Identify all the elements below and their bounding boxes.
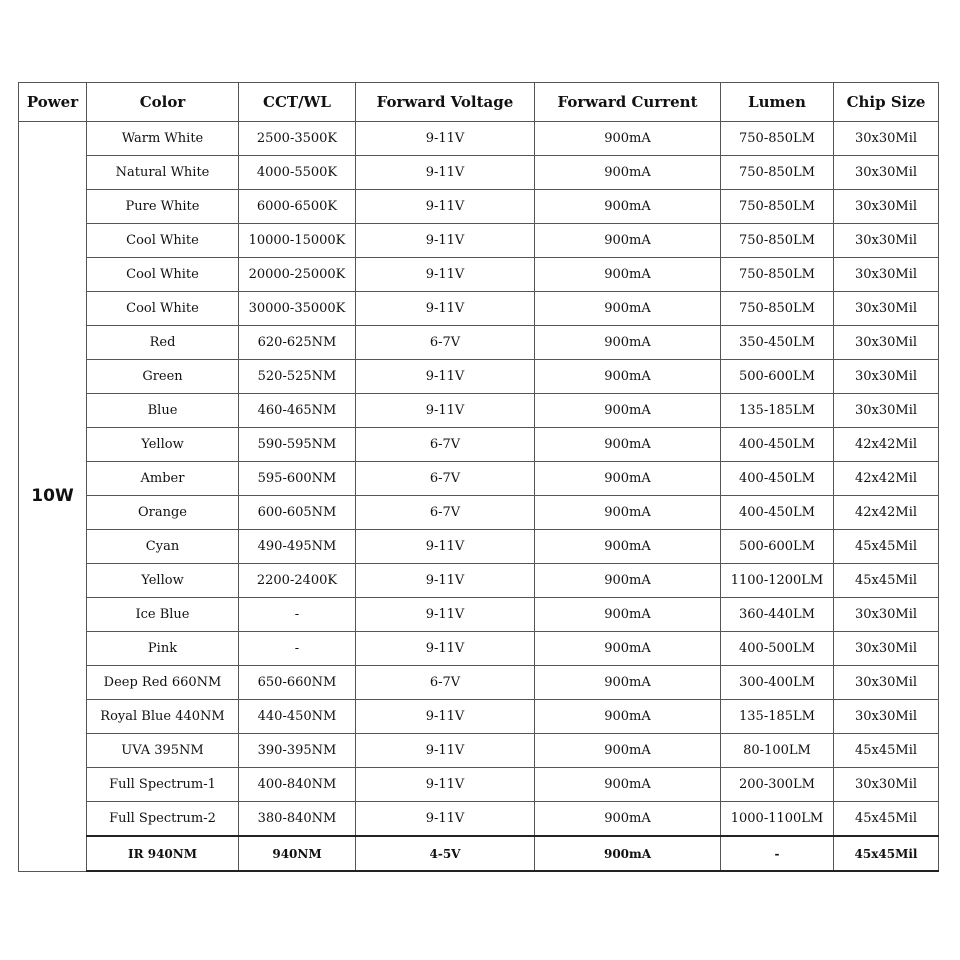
cct-cell: 2200-2400K — [239, 564, 356, 598]
color-cell: UVA 395NM — [87, 734, 239, 768]
current-cell: 900mA — [535, 224, 721, 258]
cct-cell: 390-395NM — [239, 734, 356, 768]
voltage-cell: 9-11V — [356, 156, 535, 190]
table-row — [19, 224, 939, 258]
current-cell: 900mA — [535, 156, 721, 190]
lumen-cell: 750-850LM — [721, 122, 834, 156]
lumen-cell: 1000-1100LM — [721, 802, 834, 837]
voltage-cell: 6-7V — [356, 462, 535, 496]
color-cell: Red — [87, 326, 239, 360]
lumen-cell: 300-400LM — [721, 666, 834, 700]
chip-size-cell: 30x30Mil — [834, 224, 939, 258]
table-row — [19, 734, 939, 768]
color-cell: Orange — [87, 496, 239, 530]
lumen-cell: 400-450LM — [721, 428, 834, 462]
chip-size-cell: 30x30Mil — [834, 394, 939, 428]
cct-cell: - — [239, 632, 356, 666]
table-row — [19, 564, 939, 598]
chip-size-cell: 30x30Mil — [834, 666, 939, 700]
color-cell: Natural White — [87, 156, 239, 190]
cct-cell: 400-840NM — [239, 768, 356, 802]
current-cell: 900mA — [535, 598, 721, 632]
chip-size-cell: 30x30Mil — [834, 598, 939, 632]
chip-size-cell: 42x42Mil — [834, 462, 939, 496]
current-cell: 900mA — [535, 496, 721, 530]
color-cell: Cool White — [87, 258, 239, 292]
color-cell: Amber — [87, 462, 239, 496]
lumen-cell: 400-450LM — [721, 462, 834, 496]
current-cell: 900mA — [535, 462, 721, 496]
cct-cell: 2500-3500K — [239, 122, 356, 156]
lumen-cell: 750-850LM — [721, 156, 834, 190]
header-forward-voltage: Forward Voltage — [356, 83, 535, 122]
led-spec-table — [18, 82, 939, 872]
current-cell: 900mA — [535, 666, 721, 700]
color-cell: Full Spectrum-2 — [87, 802, 239, 837]
chip-size-cell: 30x30Mil — [834, 768, 939, 802]
header-chip-size: Chip Size — [834, 83, 939, 122]
header-cct-wl: CCT/WL — [239, 83, 356, 122]
cct-cell: 490-495NM — [239, 530, 356, 564]
chip-size-cell: 45x45Mil — [834, 564, 939, 598]
table-row — [19, 632, 939, 666]
table-row — [19, 598, 939, 632]
chip-size-cell: 42x42Mil — [834, 496, 939, 530]
lumen-cell: 500-600LM — [721, 530, 834, 564]
voltage-cell: 6-7V — [356, 666, 535, 700]
table-row — [19, 462, 939, 496]
color-cell: Deep Red 660NM — [87, 666, 239, 700]
chip-size-cell: 45x45Mil — [834, 530, 939, 564]
cct-cell: 4000-5500K — [239, 156, 356, 190]
color-cell: Warm White — [87, 122, 239, 156]
voltage-cell: 9-11V — [356, 190, 535, 224]
voltage-cell: 9-11V — [356, 632, 535, 666]
current-cell: 900mA — [535, 428, 721, 462]
chip-size-cell: 30x30Mil — [834, 292, 939, 326]
table-row — [19, 292, 939, 326]
chip-size-cell: 30x30Mil — [834, 360, 939, 394]
color-cell: Cool White — [87, 292, 239, 326]
cct-cell: 20000-25000K — [239, 258, 356, 292]
current-cell: 900mA — [535, 190, 721, 224]
current-cell: 900mA — [535, 836, 721, 871]
current-cell: 900mA — [535, 632, 721, 666]
voltage-cell: 4-5V — [356, 836, 535, 871]
header-forward-current: Forward Current — [535, 83, 721, 122]
lumen-cell: 1100-1200LM — [721, 564, 834, 598]
cct-cell: 520-525NM — [239, 360, 356, 394]
lumen-cell: 750-850LM — [721, 224, 834, 258]
current-cell: 900mA — [535, 394, 721, 428]
current-cell: 900mA — [535, 122, 721, 156]
lumen-cell: 500-600LM — [721, 360, 834, 394]
table-row — [19, 836, 939, 871]
lumen-cell: 350-450LM — [721, 326, 834, 360]
color-cell: Cool White — [87, 224, 239, 258]
current-cell: 900mA — [535, 360, 721, 394]
current-cell: 900mA — [535, 768, 721, 802]
cct-cell: - — [239, 598, 356, 632]
cct-cell: 6000-6500K — [239, 190, 356, 224]
chip-size-cell: 30x30Mil — [834, 122, 939, 156]
color-cell: Pink — [87, 632, 239, 666]
current-cell: 900mA — [535, 564, 721, 598]
lumen-cell: - — [721, 836, 834, 871]
cct-cell: 30000-35000K — [239, 292, 356, 326]
cct-cell: 600-605NM — [239, 496, 356, 530]
voltage-cell: 9-11V — [356, 394, 535, 428]
current-cell: 900mA — [535, 700, 721, 734]
cct-cell: 440-450NM — [239, 700, 356, 734]
chip-size-cell: 30x30Mil — [834, 190, 939, 224]
table-row — [19, 700, 939, 734]
voltage-cell: 9-11V — [356, 122, 535, 156]
voltage-cell: 9-11V — [356, 564, 535, 598]
lumen-cell: 750-850LM — [721, 190, 834, 224]
chip-size-cell: 30x30Mil — [834, 632, 939, 666]
cct-cell: 10000-15000K — [239, 224, 356, 258]
table-row — [19, 326, 939, 360]
table-row — [19, 496, 939, 530]
voltage-cell: 9-11V — [356, 734, 535, 768]
lumen-cell: 135-185LM — [721, 700, 834, 734]
chip-size-cell: 45x45Mil — [834, 802, 939, 837]
table-row — [19, 666, 939, 700]
voltage-cell: 9-11V — [356, 258, 535, 292]
current-cell: 900mA — [535, 258, 721, 292]
cct-cell: 940NM — [239, 836, 356, 871]
voltage-cell: 6-7V — [356, 496, 535, 530]
voltage-cell: 9-11V — [356, 360, 535, 394]
chip-size-cell: 30x30Mil — [834, 258, 939, 292]
table-row — [19, 190, 939, 224]
table-row — [19, 768, 939, 802]
lumen-cell: 750-850LM — [721, 292, 834, 326]
cct-cell: 620-625NM — [239, 326, 356, 360]
chip-size-cell: 30x30Mil — [834, 700, 939, 734]
voltage-cell: 9-11V — [356, 598, 535, 632]
lumen-cell: 200-300LM — [721, 768, 834, 802]
table-row — [19, 530, 939, 564]
color-cell: IR 940NM — [87, 836, 239, 871]
table-body — [19, 122, 939, 872]
table-row — [19, 156, 939, 190]
color-cell: Yellow — [87, 564, 239, 598]
voltage-cell: 6-7V — [356, 428, 535, 462]
table-row — [19, 122, 939, 156]
cct-cell: 590-595NM — [239, 428, 356, 462]
cct-cell: 380-840NM — [239, 802, 356, 837]
table-row — [19, 394, 939, 428]
voltage-cell: 9-11V — [356, 292, 535, 326]
table-row — [19, 360, 939, 394]
chip-size-cell: 42x42Mil — [834, 428, 939, 462]
voltage-cell: 9-11V — [356, 768, 535, 802]
voltage-cell: 6-7V — [356, 326, 535, 360]
table-row — [19, 802, 939, 837]
voltage-cell: 9-11V — [356, 224, 535, 258]
header-lumen: Lumen — [721, 83, 834, 122]
power-cell: 10W — [19, 122, 87, 872]
table-row — [19, 258, 939, 292]
color-cell: Blue — [87, 394, 239, 428]
color-cell: Full Spectrum-1 — [87, 768, 239, 802]
color-cell: Pure White — [87, 190, 239, 224]
table-row — [19, 428, 939, 462]
chip-size-cell: 45x45Mil — [834, 734, 939, 768]
color-cell: Yellow — [87, 428, 239, 462]
header-row — [19, 83, 939, 122]
voltage-cell: 9-11V — [356, 530, 535, 564]
cct-cell: 650-660NM — [239, 666, 356, 700]
lumen-cell: 750-850LM — [721, 258, 834, 292]
chip-size-cell: 30x30Mil — [834, 156, 939, 190]
current-cell: 900mA — [535, 530, 721, 564]
voltage-cell: 9-11V — [356, 700, 535, 734]
chip-size-cell: 30x30Mil — [834, 326, 939, 360]
current-cell: 900mA — [535, 734, 721, 768]
lumen-cell: 135-185LM — [721, 394, 834, 428]
chip-size-cell: 45x45Mil — [834, 836, 939, 871]
header-power: Power — [19, 83, 87, 122]
cct-cell: 595-600NM — [239, 462, 356, 496]
lumen-cell: 400-500LM — [721, 632, 834, 666]
current-cell: 900mA — [535, 802, 721, 837]
lumen-cell: 360-440LM — [721, 598, 834, 632]
lumen-cell: 80-100LM — [721, 734, 834, 768]
header-color: Color — [87, 83, 239, 122]
color-cell: Green — [87, 360, 239, 394]
current-cell: 900mA — [535, 326, 721, 360]
color-cell: Ice Blue — [87, 598, 239, 632]
color-cell: Royal Blue 440NM — [87, 700, 239, 734]
color-cell: Cyan — [87, 530, 239, 564]
voltage-cell: 9-11V — [356, 802, 535, 837]
current-cell: 900mA — [535, 292, 721, 326]
cct-cell: 460-465NM — [239, 394, 356, 428]
lumen-cell: 400-450LM — [721, 496, 834, 530]
